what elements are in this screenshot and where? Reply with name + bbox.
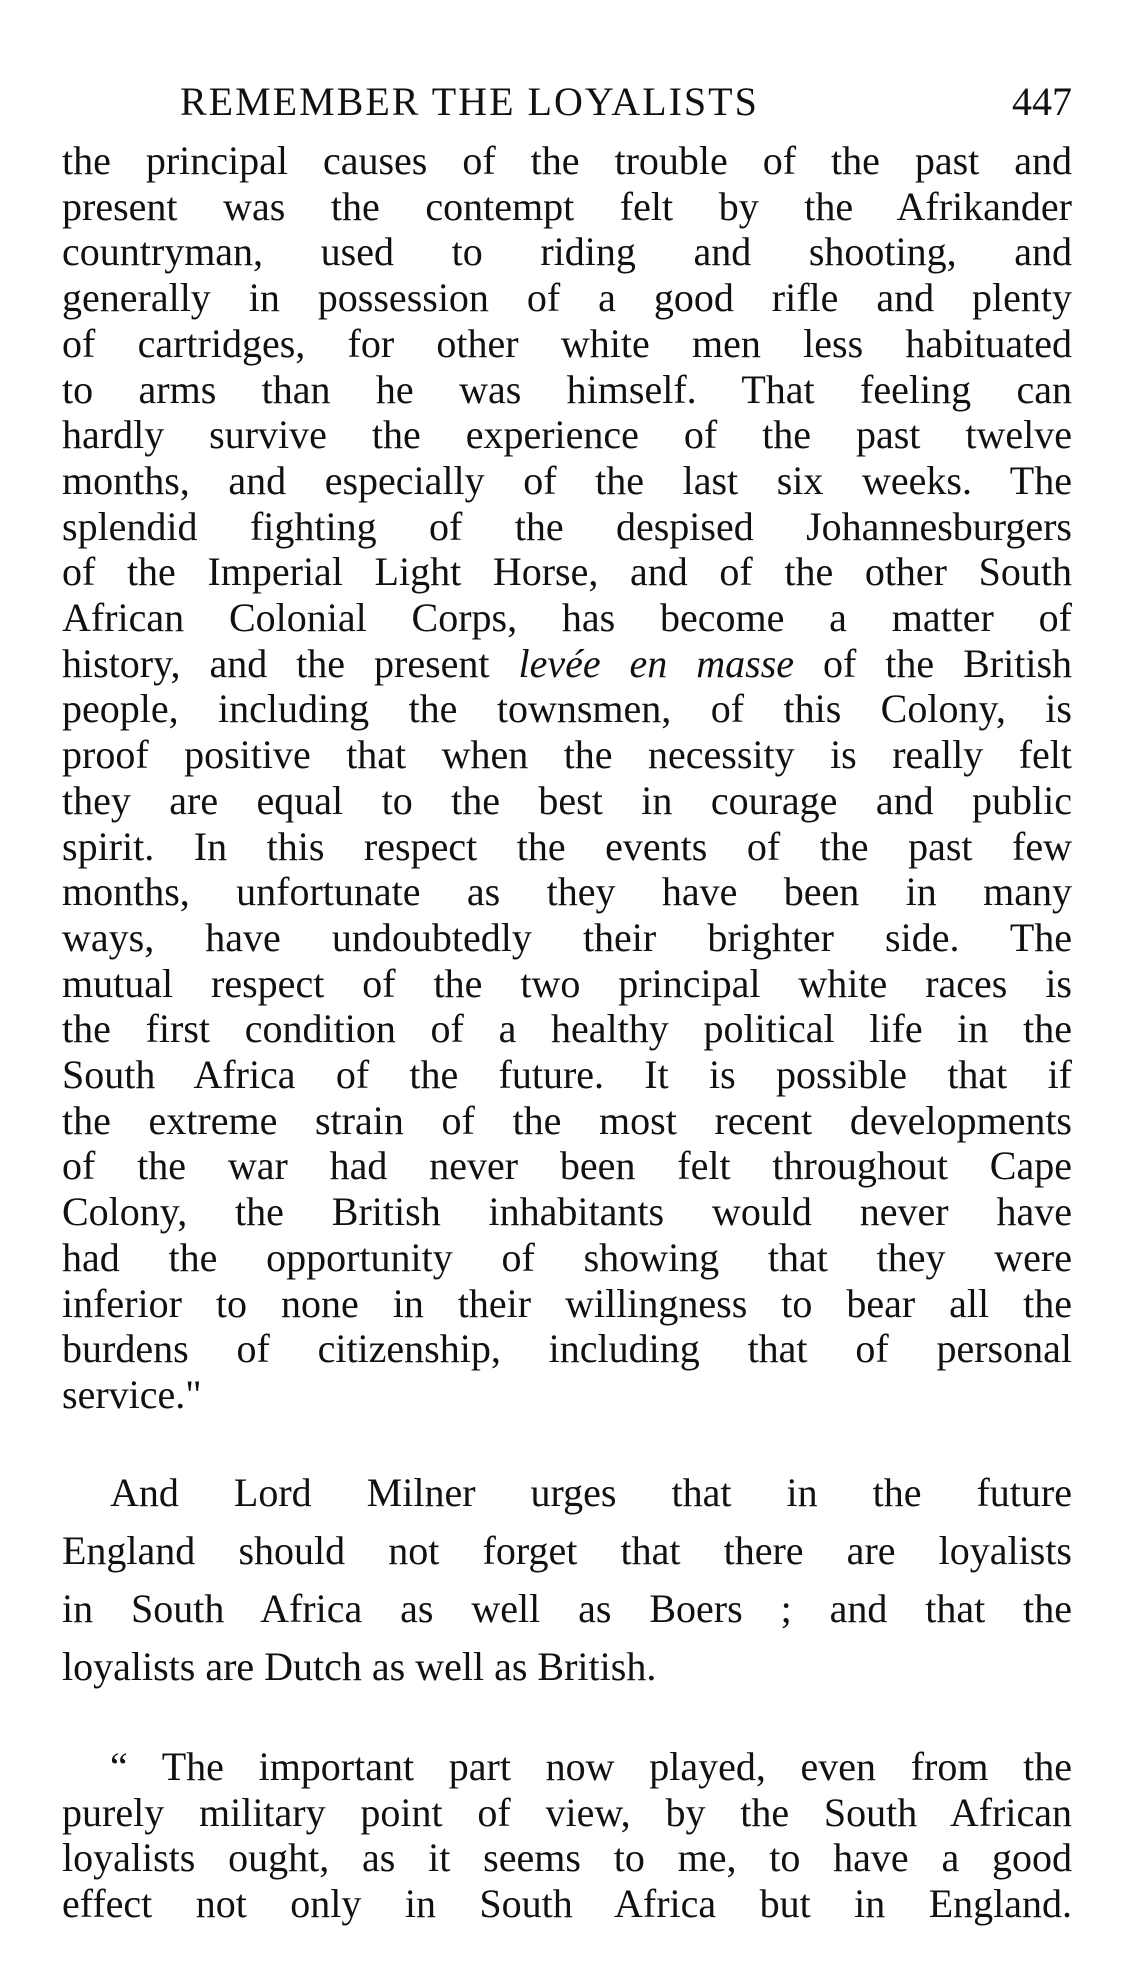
text-line: of cartridges, for other white men less habituated <box>62 320 1072 366</box>
text-line: purely military point of view, by the South African <box>62 1789 1072 1835</box>
text-line: loyalists ought, as it seems to me, to have a good <box>62 1835 1072 1881</box>
text-line: countryman, used to riding and shooting, and <box>62 229 1072 275</box>
text-line: of the war had never been felt throughout Cape <box>62 1143 1072 1189</box>
text-line: “ The important part now played, even from the <box>110 1744 1072 1789</box>
page-number: 447 <box>1012 79 1072 124</box>
text-line: burdens of citizenship, including that of personal <box>62 1326 1072 1372</box>
text-line: in South Africa as well as Boers ; and that the <box>62 1586 1072 1631</box>
running-head <box>62 74 1072 130</box>
text-segment: history, and the present <box>62 640 519 686</box>
text-line: Colony, the British inhabitants would never have <box>62 1189 1072 1235</box>
text-line: England should not forget that there are loyalists <box>62 1528 1072 1573</box>
quoted-passage <box>62 138 1072 1418</box>
text-line: ways, have undoubtedly their brighter side. The <box>62 914 1072 960</box>
text-line: to arms than he was himself. That feeling can <box>62 366 1072 412</box>
text-line: loyalists are Dutch as well as British. <box>62 1644 657 1689</box>
text-line: present was the contempt felt by the Afrikander <box>62 183 1072 229</box>
text-line: the first condition of a healthy political life in the <box>62 1006 1072 1052</box>
text-line: African Colonial Corps, has become a matter of <box>62 595 1072 641</box>
text-line: they are equal to the best in courage and public <box>62 777 1072 823</box>
second-quoted-passage <box>62 1744 1072 1927</box>
text-line: spirit. In this respect the events of the past few <box>62 823 1072 869</box>
text-line: proof positive that when the necessity is really felt <box>62 732 1072 778</box>
text-line: mutual respect of the two principal white races is <box>62 960 1072 1006</box>
text-line: splendid fighting of the despised Johannesburgers <box>62 503 1072 549</box>
text-line: inferior to none in their willingness to bear all the <box>62 1280 1072 1326</box>
text-line: effect not only in South Africa but in England. <box>62 1881 1072 1927</box>
text-line: service." <box>62 1371 202 1417</box>
text-line: South Africa of the future. It is possible that if <box>62 1052 1072 1098</box>
text-line: hardly survive the experience of the past twelve <box>62 412 1072 458</box>
text-line: And Lord Milner urges that in the future <box>110 1470 1072 1515</box>
text-line: the extreme strain of the most recent developments <box>62 1097 1072 1143</box>
text-line: generally in possession of a good rifle and plenty <box>62 275 1072 321</box>
text-line: had the opportunity of showing that they were <box>62 1234 1072 1280</box>
text-line: months, unfortunate as they have been in many <box>62 869 1072 915</box>
text-line: months, and especially of the last six weeks. The <box>62 457 1072 503</box>
running-title: REMEMBER THE LOYALISTS <box>180 79 759 124</box>
text-line: people, including the townsmen, of this Colony, is <box>62 686 1072 732</box>
italic-phrase: levée en masse <box>518 640 795 686</box>
text-segment: of the British <box>794 640 1073 686</box>
text-line: of the Imperial Light Horse, and of the other South <box>62 549 1072 595</box>
text-line: the principal causes of the trouble of the past and <box>62 138 1072 183</box>
body-paragraph <box>62 1464 1072 1696</box>
text-line-with-italic <box>62 641 1072 687</box>
